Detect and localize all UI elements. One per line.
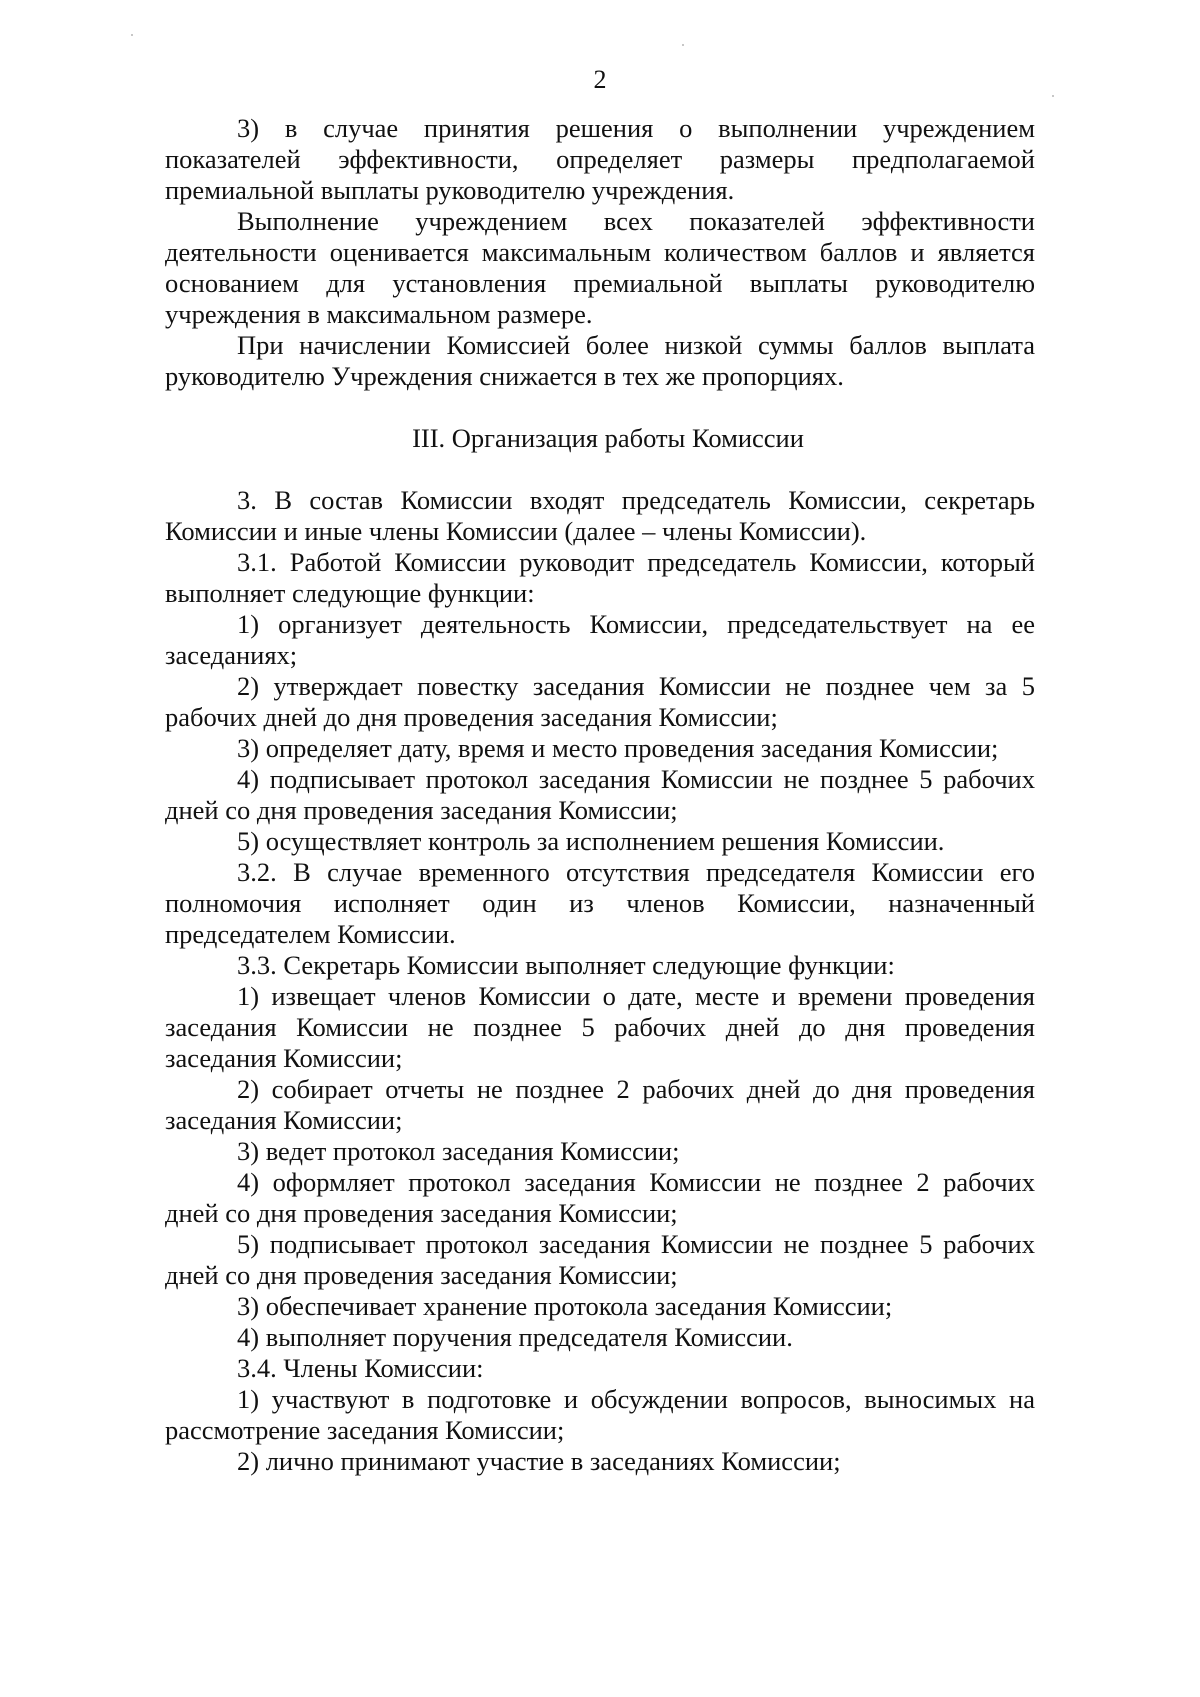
paragraph-3-composition: 3. В состав Комиссии входят председатель Комиссии, секретарь Комиссии и иные члены Комиссии (далее – члены Комиссии). [165,485,1035,546]
document-body [165,113,1035,1477]
list-item: 1) участвуют в подготовке и обсуждении вопросов, выносимых на рассмотрение заседания Комиссии; [165,1384,1035,1445]
list-item: 4) подписывает протокол заседания Комиссии не позднее 5 рабочих дней со дня проведения заседания Комиссии; [165,764,1035,825]
paragraph-lower-score: При начислении Комиссией более низкой суммы баллов выплата руководителю Учреждения снижается в тех же пропорциях. [165,330,1035,391]
list-item: 2) собирает отчеты не позднее 2 рабочих дней до дня проведения заседания Комиссии; [165,1074,1035,1135]
section-heading: III. Организация работы Комиссии [412,423,804,453]
list-item: 1) извещает членов Комиссии о дате, месте и времени проведения заседания Комиссии не позднее 5 рабочих дней до дня проведения заседания Комиссии; [165,981,1035,1073]
paragraph-3-1-chairman: 3.1. Работой Комиссии руководит председатель Комиссии, который выполняет следующие функции: [165,547,1035,608]
paragraph-3-3-secretary: 3.3. Секретарь Комиссии выполняет следующие функции: [237,950,895,980]
list-item: 5) осуществляет контроль за исполнением решения Комиссии. [237,826,945,856]
list-item: 3) определяет дату, время и место проведения заседания Комиссии; [237,733,999,763]
list-item: 2) утверждает повестку заседания Комиссии не позднее чем за 5 рабочих дней до дня проведения заседания Комиссии; [165,671,1035,732]
list-item: 4) выполняет поручения председателя Комиссии. [237,1322,793,1352]
paragraph-3-2-substitute: 3.2. В случае временного отсутствия председателя Комиссии его полномочия исполняет один из членов Комиссии, назначенный председателем Комиссии. [165,857,1035,949]
paragraph-max-score: Выполнение учреждением всех показателей эффективности деятельности оценивается максимальным количеством баллов и является основанием для установления премиальной выплаты руководителю учреждения в максимальном размере. [165,206,1035,329]
list-item: 3) ведет протокол заседания Комиссии; [237,1136,680,1166]
paragraph-item-3-decision: 3) в случае принятия решения о выполнении учреждением показателей эффективности, определяет размеры предполагаемой премиальной выплаты руководителю учреждения. [165,113,1035,205]
list-item: 2) лично принимают участие в заседаниях Комиссии; [237,1446,841,1476]
page-number: 2 [593,65,607,94]
list-item: 1) организует деятельность Комиссии, председательствует на ее заседаниях; [165,609,1035,670]
list-item: 3) обеспечивает хранение протокола заседания Комиссии; [237,1291,893,1321]
scan-speck [682,44,684,46]
scan-speck [131,34,133,36]
list-item: 5) подписывает протокол заседания Комиссии не позднее 5 рабочих дней со дня проведения заседания Комиссии; [165,1229,1035,1290]
paragraph-3-4-members: 3.4. Члены Комиссии: [237,1353,484,1383]
list-item: 4) оформляет протокол заседания Комиссии не позднее 2 рабочих дней со дня проведения заседания Комиссии; [165,1167,1035,1228]
